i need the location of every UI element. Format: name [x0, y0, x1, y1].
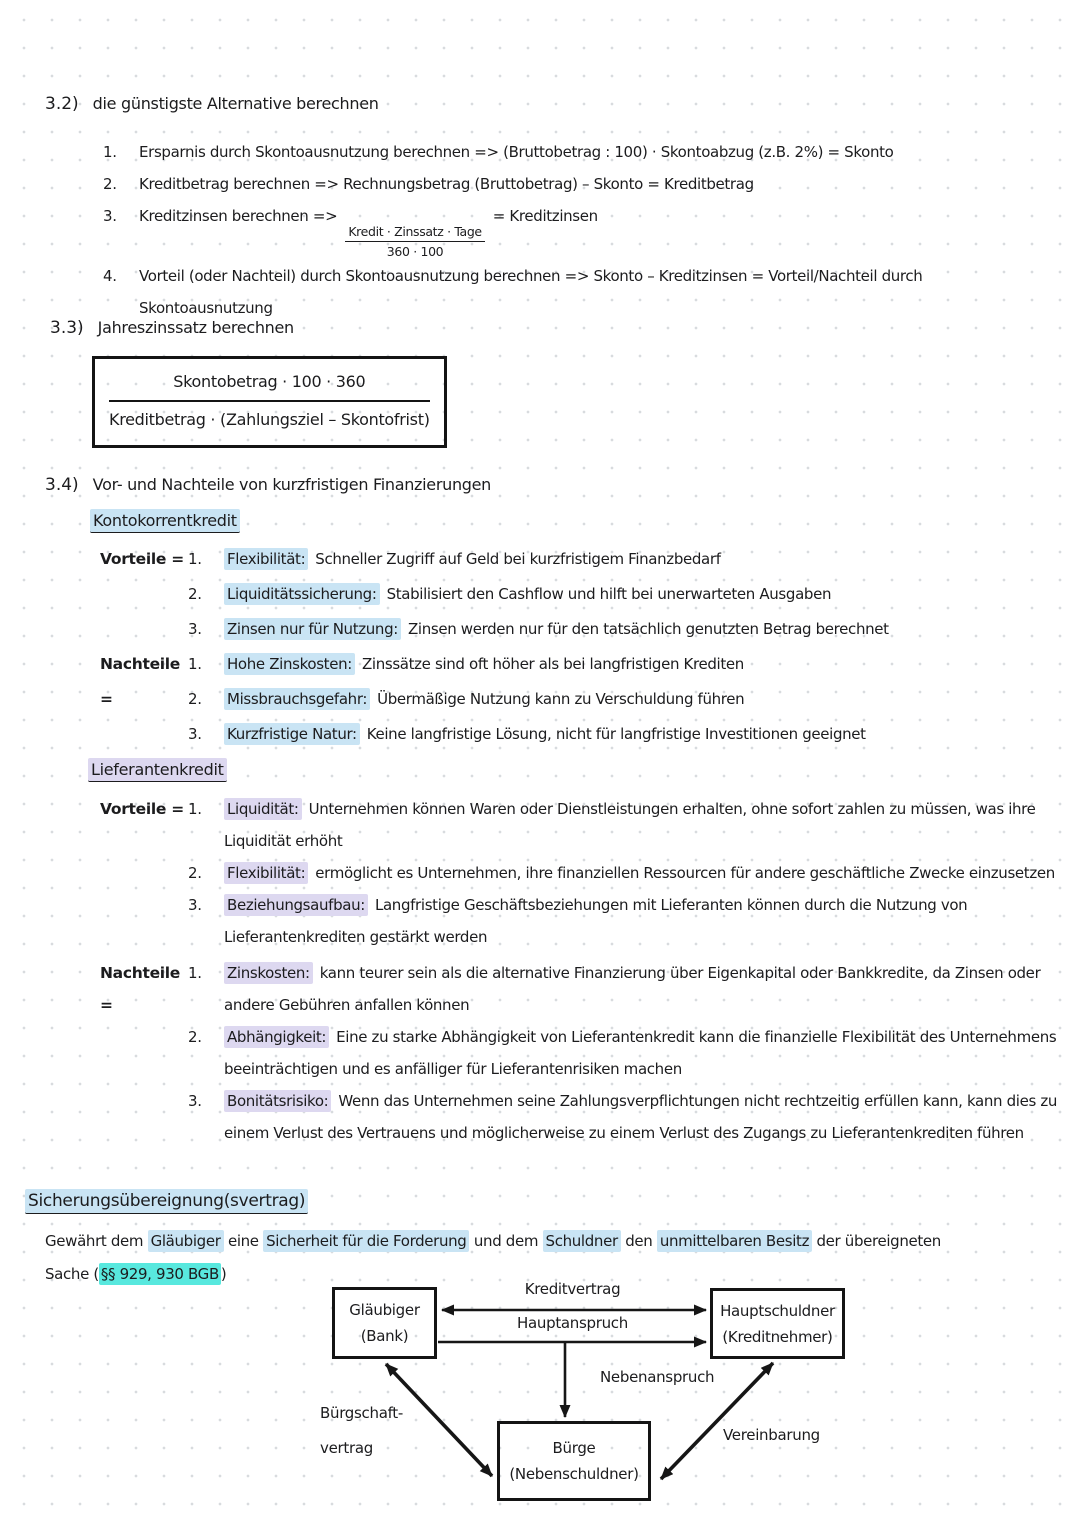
item-description: Zinsen werden nur für den tatsächlich genutzten Betrag berechnet [407, 620, 889, 638]
arrow-label-hauptanspruch: Hauptanspruch [517, 1314, 628, 1332]
label-line: Bürgschaft- [320, 1404, 403, 1422]
inline-fraction [345, 223, 484, 260]
disadvantage-item [188, 1085, 1062, 1149]
item-text: Ersparnis durch Skontoausnutzung berechnen => (Bruttobetrag : 100) · Skontoabzug (z.B. 2%) = Skonto [139, 143, 894, 161]
text-segment: Sache ( [45, 1265, 99, 1283]
item-number: 1. [188, 964, 202, 982]
item-number: 1. [103, 143, 117, 161]
paragraph-line [45, 1225, 1055, 1258]
list-item [103, 136, 974, 168]
item-number: 1. [188, 800, 202, 818]
section-3-4 [45, 475, 1062, 1149]
section-3-2 [45, 94, 974, 324]
box-label-line: (Bank) [360, 1327, 409, 1345]
term-highlight: Zinskosten: [224, 962, 313, 984]
section-3-3 [50, 318, 447, 448]
kontokorrent-disadvantages-group [100, 647, 1062, 752]
item-number: 2. [188, 864, 202, 882]
item-text: Kreditbetrag berechnen => Rechnungsbetrag (Bruttobetrag) – Skonto = Kreditbetrag [139, 175, 754, 193]
item-number: 3. [103, 207, 117, 225]
item-description: Übermäßige Nutzung kann zu Verschuldung führen [377, 690, 745, 708]
item-description: Zinssätze sind oft höher als bei langfristigen Krediten [361, 655, 744, 673]
list-item [103, 260, 974, 324]
label-line: vertrag [320, 1439, 373, 1457]
fraction-numerator: Kredit · Zinssatz · Tage [345, 223, 484, 242]
item-number: 1. [188, 550, 202, 568]
highlight-segment: Gläubiger [148, 1230, 224, 1252]
item-text [224, 717, 1062, 752]
item-text [224, 1085, 1062, 1149]
item-text-line: Vorteil (oder Nachteil) durch Skontoausnutzung berechnen => Skonto – Kreditzinsen = Vorteil/Nachteil durch [139, 267, 923, 285]
advantage-item [188, 577, 1062, 612]
text-segment: der übereigneten [812, 1232, 941, 1250]
ordered-list [103, 136, 974, 324]
buerge-box [497, 1421, 651, 1501]
item-text [224, 542, 1062, 577]
arrow-label-vereinbarung: Vereinbarung [723, 1426, 820, 1444]
text-segment: eine [223, 1232, 264, 1250]
box-label-line: Bürge [552, 1439, 596, 1457]
text-segment: und dem [469, 1232, 543, 1250]
diagram [300, 1278, 880, 1518]
section-number: 3.2) [45, 94, 79, 114]
item-text [139, 200, 974, 260]
text-segment: ) [220, 1265, 227, 1283]
section-3-4-heading [45, 475, 1062, 495]
disadvantages-label: Nachteile = [100, 655, 181, 708]
term-highlight: Bonitätsrisiko: [224, 1090, 331, 1112]
item-number: 3. [188, 1092, 202, 1110]
item-text [224, 682, 1062, 717]
lieferanten-disadvantages-group [100, 957, 1062, 1149]
formula-box [92, 356, 447, 448]
item-text [224, 647, 1062, 682]
term-highlight: Liquidität: [224, 798, 302, 820]
item-description: Eine zu starke Abhängigkeit von Lieferantenkredit kann die finanzielle Flexibilität des Unternehmens beeinträchtigen und es anfälliger für Lieferantenrisiken machen [224, 1028, 1057, 1078]
box-label-line: (Kreditnehmer) [722, 1327, 833, 1346]
section-3-3-heading [50, 318, 447, 338]
term-highlight: Flexibilität: [224, 862, 308, 884]
item-number: 2. [188, 1028, 202, 1046]
kontokorrent-heading-text: Kontokorrentkredit [90, 509, 240, 533]
item-description: Wenn das Unternehmen seine Zahlungsverpflichtungen nicht rechtzeitig erfüllen kann, kann dies zu einem Verlust des Vertrauens und möglicherweise zu einem Verlust des Zugangs zu Lieferantenkrediten führen [224, 1092, 1058, 1142]
term-highlight: Missbrauchsgefahr: [224, 688, 370, 710]
item-text [224, 889, 1062, 953]
disadvantage-item [188, 682, 1062, 717]
disadvantage-item [188, 957, 1062, 1021]
fraction-denominator: 360 · 100 [386, 244, 444, 259]
list-item [103, 168, 974, 200]
box-label-line: Gläubiger [349, 1301, 420, 1319]
advantage-item [188, 793, 1062, 857]
item-description: Keine langfristige Lösung, nicht für langfristige Investitionen geeignet [366, 725, 866, 743]
item-number: 4. [103, 267, 117, 285]
list-item [103, 200, 974, 260]
item-description: Schneller Zugriff auf Geld bei kurzfristigem Finanzbedarf [315, 550, 721, 568]
item-number: 2. [188, 585, 202, 603]
disadvantage-item [188, 1021, 1062, 1085]
term-highlight: Kurzfristige Natur: [224, 723, 360, 745]
sicherung-heading-text: Sicherungsübereignung(svertrag) [25, 1189, 308, 1214]
term-highlight: Liquiditätssicherung: [224, 583, 380, 605]
term-highlight: Hohe Zinskosten: [224, 653, 355, 675]
section-number: 3.3) [50, 318, 84, 338]
section-title: Jahreszinssatz berechnen [97, 318, 294, 337]
text-segment: Gewährt dem [45, 1232, 148, 1250]
advantages-label: Vorteile = [100, 550, 184, 568]
item-description: kann teurer sein als die alternative Finanzierung über Eigenkapital oder Bankkredite, da Zinsen oder andere Gebühren anfallen können [224, 964, 1041, 1014]
section-number: 3.4) [45, 475, 79, 495]
item-number: 3. [188, 725, 202, 743]
formula-numerator: Skontobetrag · 100 · 360 [109, 367, 430, 402]
item-text [224, 577, 1062, 612]
item-description: Langfristige Geschäftsbeziehungen mit Lieferanten können durch die Nutzung von Lieferantenkrediten gestärkt werden [224, 896, 968, 946]
item-text-suffix: = Kreditzinsen [492, 207, 598, 225]
text-segment: den [620, 1232, 657, 1250]
disadvantages-list [188, 647, 1062, 752]
advantages-label: Vorteile = [100, 800, 184, 818]
highlight-segment: Schuldner [543, 1230, 621, 1252]
item-number: 1. [188, 655, 202, 673]
item-text-prefix: Kreditzinsen berechnen => [139, 207, 338, 225]
advantage-item [188, 542, 1062, 577]
kontokorrent-heading [90, 511, 1062, 530]
item-number: 3. [188, 896, 202, 914]
item-description: Unternehmen können Waren oder Dienstleistungen erhalten, ohne sofort zahlen zu müssen, was ihre Liquidität erhöht [224, 800, 1036, 850]
item-text [224, 957, 1062, 1021]
advantage-item [188, 889, 1062, 953]
item-number: 3. [188, 620, 202, 638]
formula-denominator: Kreditbetrag · (Zahlungsziel – Skontofrist) [109, 410, 430, 429]
term-highlight: Flexibilität: [224, 548, 308, 570]
section-title: die günstigste Alternative berechnen [92, 94, 379, 113]
advantages-list [188, 542, 1062, 647]
highlight-segment-paragraph-reference: §§ 929, 930 BGB [100, 1265, 219, 1283]
glaeubiger-box [332, 1287, 437, 1359]
term-highlight: Abhängigkeit: [224, 1026, 329, 1048]
sicherung-heading [25, 1191, 1055, 1211]
disadvantages-label: Nachteile = [100, 964, 181, 1014]
item-description: ermöglicht es Unternehmen, ihre finanziellen Ressourcen für andere geschäftliche Zwecke einzusetzen [315, 864, 1055, 882]
item-text [224, 612, 1062, 647]
hauptschuldner-box [710, 1288, 845, 1359]
lieferanten-advantages-group [100, 793, 1062, 953]
highlight-segment: unmittelbaren Besitz [657, 1230, 812, 1252]
section-3-2-heading [45, 94, 974, 114]
advantages-list [188, 793, 1062, 953]
disadvantages-list [188, 957, 1062, 1149]
item-text [224, 1021, 1062, 1085]
arrow-label-kreditvertrag: Kreditvertrag [524, 1280, 621, 1298]
arrow-label-buergschaftsvertrag [320, 1396, 403, 1466]
item-number: 2. [188, 690, 202, 708]
box-label-line: Hauptschuldner [720, 1301, 835, 1320]
lieferanten-heading-text: Lieferantenkredit [88, 758, 227, 782]
item-number: 2. [103, 175, 117, 193]
highlight-segment: Sicherheit für die Forderung [263, 1230, 469, 1252]
arrow-label-nebenanspruch: Nebenanspruch [600, 1368, 715, 1386]
item-text-line: Skontoausnutzung [139, 299, 273, 317]
term-highlight: Beziehungsaufbau: [224, 894, 368, 916]
disadvantage-item [188, 647, 1062, 682]
item-text [224, 793, 1062, 857]
item-text [139, 260, 974, 324]
lieferanten-heading [88, 760, 1062, 779]
box-label-line: (Nebenschuldner) [509, 1465, 639, 1483]
item-text [224, 857, 1062, 889]
kontokorrent-advantages-group [100, 542, 1062, 647]
disadvantage-item [188, 717, 1062, 752]
item-description: Stabilisiert den Cashflow und hilft bei unerwarteten Ausgaben [386, 585, 832, 603]
section-title: Vor- und Nachteile von kurzfristigen Finanzierungen [92, 475, 492, 494]
advantage-item [188, 857, 1062, 889]
term-highlight: Zinsen nur für Nutzung: [224, 618, 401, 640]
advantage-item [188, 612, 1062, 647]
